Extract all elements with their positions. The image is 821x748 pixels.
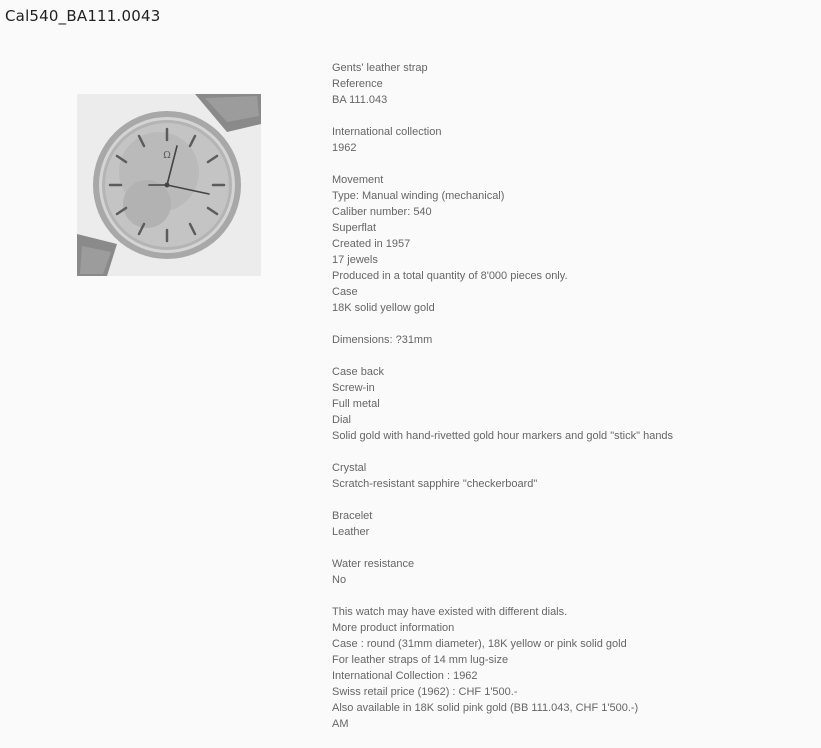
movement-label: Movement: [332, 174, 384, 186]
caliber-number: Caliber number: 540: [332, 206, 432, 218]
created-year: Created in 1957: [332, 238, 411, 250]
reference-label: Reference: [332, 78, 383, 90]
caseback-metal: Full metal: [332, 398, 380, 410]
strap-type: Gents' leather strap: [332, 62, 428, 74]
crystal-value: Scratch-resistant sapphire "checkerboard": [332, 478, 538, 490]
case-value: 18K solid yellow gold: [332, 302, 435, 314]
dimensions: Dimensions: ?31mm: [332, 334, 433, 346]
retail-price-info: Swiss retail price (1962) : CHF 1'500.-: [332, 686, 518, 698]
dial-value: Solid gold with hand-rivetted gold hour markers and gold "stick" hands: [332, 430, 674, 442]
jewels: 17 jewels: [332, 254, 378, 266]
watch-photo: [77, 94, 261, 276]
svg-text:Ω: Ω: [163, 151, 171, 161]
caseback-label: Case back: [332, 366, 384, 378]
crystal-label: Crystal: [332, 462, 367, 474]
bracelet-label: Bracelet: [332, 510, 373, 522]
caseback-screw: Screw-in: [332, 382, 375, 394]
dials-note: This watch may have existed with different dials.: [332, 606, 568, 618]
reference-value: BA 111.043: [332, 94, 388, 106]
case-info: Case : round (31mm diameter), 18K yellow or pink solid gold: [332, 638, 627, 650]
signature: AM: [332, 718, 349, 730]
page-title: Cal540_BA111.0043: [5, 7, 161, 25]
more-product-info: More product information: [332, 622, 455, 634]
movement-type: Type: Manual winding (mechanical): [332, 190, 505, 202]
water-resistance-value: No: [332, 574, 347, 586]
water-resistance-label: Water resistance: [332, 558, 415, 570]
collection-year: 1962: [332, 142, 357, 154]
product-details: [332, 60, 802, 732]
also-available-info: Also available in 18K solid pink gold (BB 111.043, CHF 1'500.-): [332, 702, 639, 714]
collection-label: International collection: [332, 126, 442, 138]
case-label: Case: [332, 286, 358, 298]
bracelet-value: Leather: [332, 526, 370, 538]
superflat: Superflat: [332, 222, 377, 234]
dial-label: Dial: [332, 414, 351, 426]
production-quantity: Produced in a total quantity of 8'000 pieces only.: [332, 270, 568, 282]
international-collection-info: International Collection : 1962: [332, 670, 478, 682]
straps-info: For leather straps of 14 mm lug-size: [332, 654, 509, 666]
